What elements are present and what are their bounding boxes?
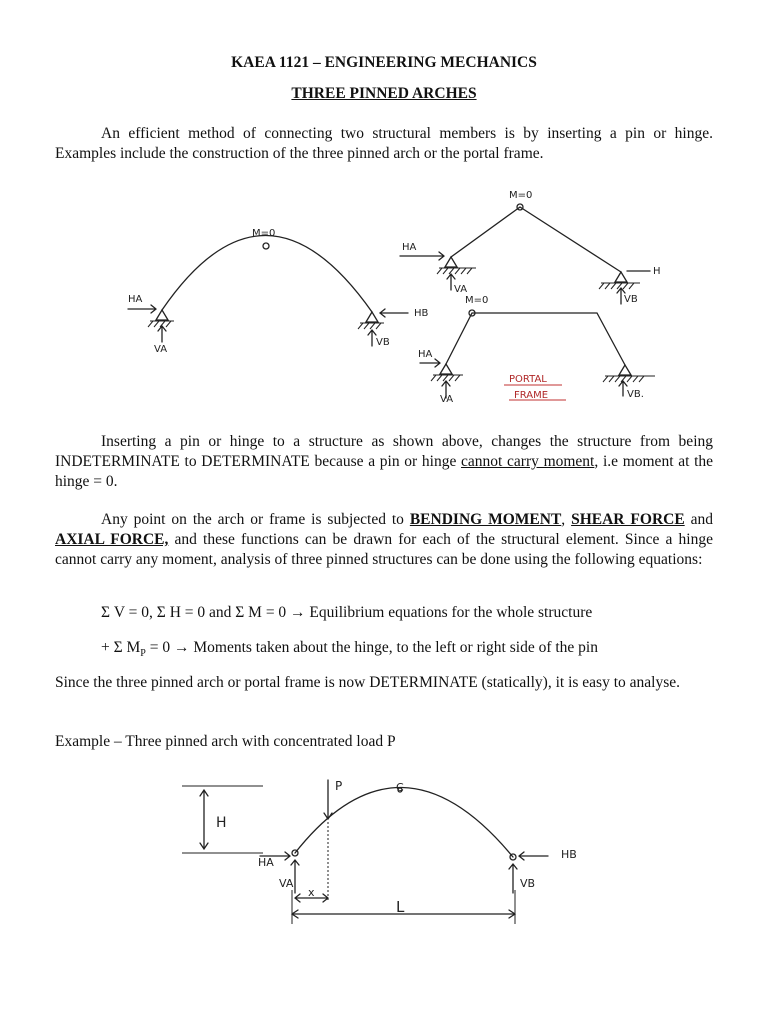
bending-moment-term: BENDING MOMENT: [409, 511, 562, 528]
example-arch-diagram: [182, 779, 577, 924]
intro-paragraph: An efficient method of connecting two structural members is by inserting a pin or hinge. Examples include the construction of the three pinned arch or the portal frame.: [55, 125, 713, 162]
x-label: x: [308, 886, 315, 899]
example-vb-label: VB: [520, 877, 536, 890]
frame-moment-label: M=0: [509, 190, 533, 201]
arch-moment-label: M=0: [252, 228, 276, 239]
paragraph-determinate-end: , i.e moment at the hinge = 0.: [55, 453, 714, 490]
equilibrium-equation: Σ V = 0, Σ H = 0 and Σ M = 0 → Equilibrium equations for the whole structure: [101, 604, 593, 621]
example-va-label: VA: [279, 877, 294, 890]
paragraph-forces-text: Any point on the arch or frame is subjected to: [101, 511, 410, 528]
paragraph-determinate-text: Inserting a pin or hinge to a structure as shown above, changes the structure from being INDETERMINATE to DETERMINATE because a pin or hinge: [55, 433, 713, 470]
example-c-label: C: [396, 781, 404, 794]
paragraph-determinate-statically: Since the three pinned arch or portal frame is now DETERMINATE (statically), it is easy to analyse.: [55, 674, 680, 691]
load-p-label: P: [335, 779, 343, 793]
arch-hb-label: HB: [414, 308, 429, 319]
page-title: THREE PINNED ARCHES: [291, 85, 477, 102]
arch-vb-label: VB: [376, 337, 390, 348]
moment-equation-subscript: P: [140, 648, 146, 660]
height-dimension-arrow: [200, 790, 208, 849]
example-hb-arrow: [519, 852, 548, 860]
l-label: L: [396, 898, 405, 916]
example-heading: Example – Three pinned arch with concentrated load P: [55, 733, 396, 750]
course-title: KAEA 1121 – ENGINEERING MECHANICS: [231, 54, 537, 71]
frame-va-label: VA: [454, 284, 468, 295]
load-p-arrow: [324, 780, 332, 819]
example-vb-arrow: [509, 864, 517, 893]
portal-va-label: VA: [440, 394, 454, 405]
frame-h-label: H: [653, 266, 661, 277]
example-ha-label: HA: [258, 856, 274, 869]
and-separator: and: [684, 511, 713, 528]
arch-ha-label: HA: [128, 294, 143, 305]
paragraph-forces-end: and these functions can be drawn for each of the structural element. Since a hinge cannot carry any moment, analysis of three pinned structures can be done using the following equations:: [55, 531, 713, 568]
moment-equation-text: = 0 → Moments taken about the hinge, to the left or right side of the pin: [145, 639, 598, 656]
axial-force-term: AXIAL FORCE,: [55, 531, 169, 548]
height-label: H: [216, 815, 227, 831]
portal-ha-label: HA: [418, 349, 433, 360]
portal-label-line2: FRAME: [514, 390, 549, 401]
shear-force-term: SHEAR FORCE: [571, 511, 685, 528]
portal-moment-label: M=0: [465, 295, 489, 306]
comma-separator: ,: [561, 511, 572, 528]
cannot-carry-moment-text: cannot carry moment: [461, 453, 595, 470]
frame-ha-label: HA: [402, 242, 417, 253]
portal-vb-label: VB.: [627, 389, 644, 400]
example-hb-label: HB: [561, 848, 577, 861]
portal-label-line1: PORTAL: [509, 374, 547, 385]
arch-va-label: VA: [154, 344, 168, 355]
frame-vb-label: VB: [624, 294, 638, 305]
moment-equation-sum: + Σ M: [101, 639, 141, 656]
